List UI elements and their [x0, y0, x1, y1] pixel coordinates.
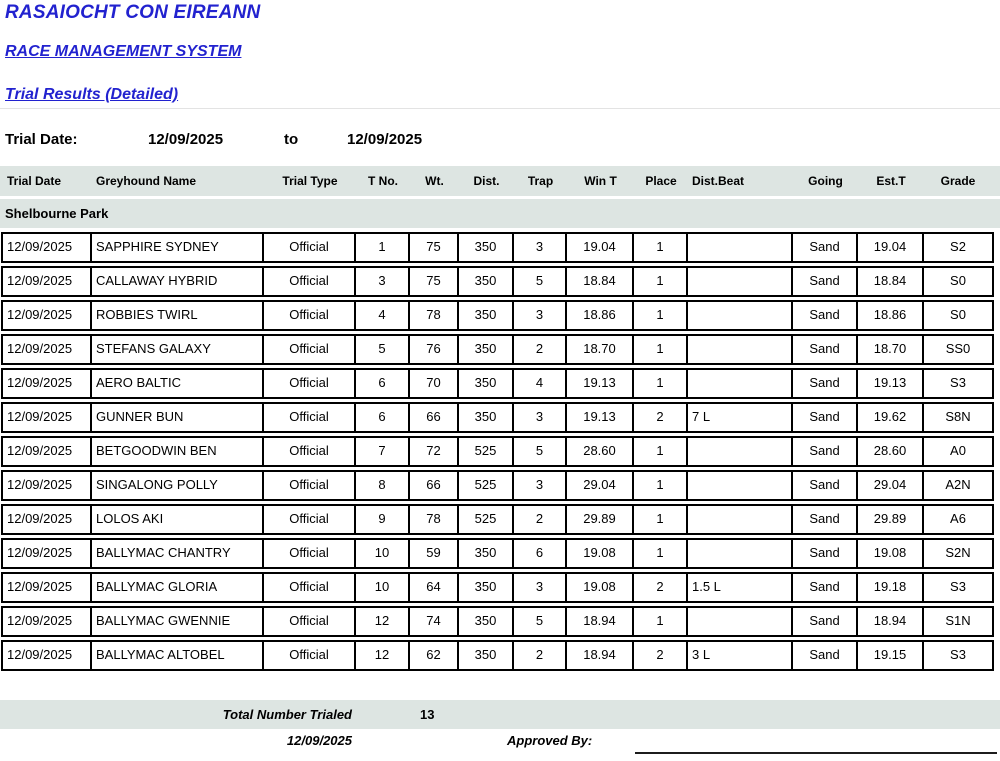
table-cell: 19.04: [858, 234, 924, 261]
table-row: [1, 368, 994, 399]
table-cell: BALLYMAC GWENNIE: [92, 608, 264, 635]
table-cell: 74: [410, 608, 459, 635]
column-header: Greyhound Name: [96, 174, 197, 188]
table-cell: 12/09/2025: [3, 404, 92, 431]
table-cell: [688, 336, 793, 363]
table-cell: 350: [459, 404, 514, 431]
table-cell: 2: [514, 336, 567, 363]
table-cell: 12/09/2025: [3, 438, 92, 465]
table-cell: Official: [264, 302, 356, 329]
table-cell: 2: [634, 404, 688, 431]
table-cell: GUNNER BUN: [92, 404, 264, 431]
table-row: [1, 504, 994, 535]
footer-date: 12/09/2025: [286, 733, 352, 748]
table-cell: 12/09/2025: [3, 234, 92, 261]
table-cell: 5: [514, 268, 567, 295]
table-cell: 3: [514, 302, 567, 329]
table-cell: 350: [459, 336, 514, 363]
table-cell: Sand: [793, 336, 858, 363]
table-cell: [688, 302, 793, 329]
table-cell: 18.84: [567, 268, 634, 295]
table-cell: 9: [356, 506, 410, 533]
table-cell: Sand: [793, 370, 858, 397]
table-cell: 29.89: [567, 506, 634, 533]
table-cell: 12: [356, 642, 410, 669]
table-row: [1, 266, 994, 297]
table-cell: S0: [950, 273, 966, 288]
table-cell: S2N: [945, 545, 971, 560]
table-cell: 350: [459, 608, 514, 635]
table-cell: 18.94: [567, 608, 634, 635]
column-header: Grade: [940, 174, 976, 188]
table-cell: S3: [950, 579, 966, 594]
table-cell: 5: [356, 336, 410, 363]
table-cell: 1: [634, 540, 688, 567]
table-cell: Official: [264, 336, 356, 363]
table-cell: S3: [950, 647, 966, 662]
column-header: T No.: [368, 174, 398, 188]
table-cell: 75: [410, 234, 459, 261]
table-cell: A2N: [945, 477, 971, 492]
table-cell: 1: [634, 336, 688, 363]
table-cell: 12/09/2025: [3, 302, 92, 329]
table-row: [1, 640, 994, 671]
table-cell: 5: [514, 438, 567, 465]
table-cell: 19.18: [858, 574, 924, 601]
table-cell: 525: [459, 438, 514, 465]
table-cell: Official: [264, 268, 356, 295]
table-cell: Sand: [793, 642, 858, 669]
table-cell: 19.13: [858, 370, 924, 397]
table-cell: 12/09/2025: [3, 540, 92, 567]
table-cell: 28.60: [567, 438, 634, 465]
table-cell: SINGALONG POLLY: [92, 472, 264, 499]
table-cell: Sand: [793, 608, 858, 635]
table-cell: Sand: [793, 234, 858, 261]
table-cell: 525: [459, 506, 514, 533]
column-header: Trap: [527, 174, 554, 188]
table-cell: CALLAWAY HYBRID: [92, 268, 264, 295]
column-header: Place: [645, 174, 677, 188]
table-row: [1, 300, 994, 331]
table-cell: 10: [356, 540, 410, 567]
table-cell: BALLYMAC CHANTRY: [92, 540, 264, 567]
total-row: [0, 700, 1000, 729]
trial-date-to: 12/09/2025: [347, 131, 423, 148]
table-cell: 7: [356, 438, 410, 465]
table-cell: 8: [356, 472, 410, 499]
table-cell: 1: [634, 472, 688, 499]
table-cell: 12/09/2025: [3, 370, 92, 397]
table-cell: Sand: [793, 438, 858, 465]
table-cell: 62: [410, 642, 459, 669]
table-cell: Official: [264, 234, 356, 261]
column-header: Dist.Beat: [692, 174, 745, 188]
column-header: Dist.: [473, 174, 500, 188]
table-cell: 19.13: [567, 404, 634, 431]
table-cell: 2: [634, 574, 688, 601]
table-cell: 3: [356, 268, 410, 295]
table-cell: 72: [410, 438, 459, 465]
table-cell: BALLYMAC ALTOBEL: [92, 642, 264, 669]
table-cell: 4: [356, 302, 410, 329]
table-cell: 19.13: [567, 370, 634, 397]
column-header: Trial Date: [7, 174, 62, 188]
table-cell: Sand: [793, 574, 858, 601]
table-cell: Sand: [793, 472, 858, 499]
trial-date-label: Trial Date:: [5, 131, 78, 148]
table-cell: [688, 438, 793, 465]
table-header-grid: [3, 166, 1000, 196]
table-cell: 29.04: [567, 472, 634, 499]
table-cell: 29.04: [858, 472, 924, 499]
table-cell: 75: [410, 268, 459, 295]
table-cell: Sand: [793, 506, 858, 533]
system-title: RACE MANAGEMENT SYSTEM: [5, 43, 242, 60]
table-cell: Official: [264, 404, 356, 431]
table-cell: BALLYMAC GLORIA: [92, 574, 264, 601]
table-cell: 350: [459, 574, 514, 601]
table-header-row: [0, 166, 1000, 196]
column-header: Trial Type: [282, 174, 338, 188]
table-cell: 1: [634, 234, 688, 261]
table-cell: 1: [356, 234, 410, 261]
table-cell: 18.84: [858, 268, 924, 295]
table-cell: [688, 234, 793, 261]
table-cell: 12/09/2025: [3, 574, 92, 601]
table-cell: Official: [264, 642, 356, 669]
organisation-title: RASAIOCHT CON EIREANN: [5, 2, 261, 23]
table-cell: 3: [514, 472, 567, 499]
table-cell: 12: [356, 608, 410, 635]
table-cell: 6: [356, 370, 410, 397]
table-cell: 4: [514, 370, 567, 397]
table-cell: 18.94: [567, 642, 634, 669]
table-cell: 350: [459, 302, 514, 329]
table-cell: 3: [514, 404, 567, 431]
table-cell: Sand: [793, 540, 858, 567]
table-cell: 350: [459, 234, 514, 261]
table-cell: Official: [264, 438, 356, 465]
trial-date-from: 12/09/2025: [148, 131, 224, 148]
table-cell: 12/09/2025: [3, 642, 92, 669]
table-cell: 70: [410, 370, 459, 397]
table-cell: STEFANS GALAXY: [92, 336, 264, 363]
table-row: [1, 436, 994, 467]
table-cell: [688, 608, 793, 635]
table-cell: 18.86: [858, 302, 924, 329]
table-cell: 5: [514, 608, 567, 635]
column-header: Est.T: [876, 174, 906, 188]
table-cell: [688, 540, 793, 567]
table-cell: 19.15: [858, 642, 924, 669]
table-cell: 19.08: [567, 574, 634, 601]
table-cell: 12/09/2025: [3, 268, 92, 295]
table-cell: ROBBIES TWIRL: [92, 302, 264, 329]
table-cell: [688, 268, 793, 295]
table-row: [1, 334, 994, 365]
table-cell: Sand: [793, 302, 858, 329]
column-header: Win T: [584, 174, 617, 188]
table-cell: [688, 472, 793, 499]
table-cell: 76: [410, 336, 459, 363]
table-cell: 18.70: [567, 336, 634, 363]
table-cell: 19.62: [858, 404, 924, 431]
column-header: Going: [808, 174, 843, 188]
report-name: Trial Results (Detailed): [5, 86, 179, 103]
table-cell: 28.60: [858, 438, 924, 465]
total-trialed-label: Total Number Trialed: [222, 707, 352, 722]
table-cell: BETGOODWIN BEN: [92, 438, 264, 465]
table-cell: 7 L: [688, 404, 793, 431]
table-cell: 12/09/2025: [3, 608, 92, 635]
track-group-header: Shelbourne Park: [0, 199, 1000, 228]
table-cell: 3 L: [688, 642, 793, 669]
table-cell: 59: [410, 540, 459, 567]
table-cell: 6: [356, 404, 410, 431]
table-row: [1, 538, 994, 569]
table-cell: 29.89: [858, 506, 924, 533]
table-cell: 1: [634, 302, 688, 329]
table-row: [1, 606, 994, 637]
table-cell: 66: [410, 404, 459, 431]
table-cell: S2: [950, 239, 966, 254]
table-cell: 64: [410, 574, 459, 601]
table-cell: 2: [634, 642, 688, 669]
table-cell: 18.86: [567, 302, 634, 329]
table-cell: Official: [264, 608, 356, 635]
table-cell: Sand: [793, 268, 858, 295]
table-cell: S0: [950, 307, 966, 322]
table-row: [1, 402, 994, 433]
table-cell: 19.08: [567, 540, 634, 567]
table-cell: 350: [459, 370, 514, 397]
table-cell: A0: [950, 443, 966, 458]
table-cell: Official: [264, 370, 356, 397]
table-cell: S1N: [945, 613, 971, 628]
table-cell: 6: [514, 540, 567, 567]
table-cell: 2: [514, 642, 567, 669]
table-cell: 3: [514, 234, 567, 261]
column-header: Wt.: [425, 174, 444, 188]
table-cell: 78: [410, 302, 459, 329]
table-cell: LOLOS AKI: [92, 506, 264, 533]
table-cell: Official: [264, 574, 356, 601]
table-cell: [688, 370, 793, 397]
table-cell: 1: [634, 370, 688, 397]
table-cell: 12/09/2025: [3, 472, 92, 499]
table-cell: 18.70: [858, 336, 924, 363]
table-cell: SAPPHIRE SYDNEY: [92, 234, 264, 261]
table-cell: 1: [634, 506, 688, 533]
table-cell: 3: [514, 574, 567, 601]
table-row: [1, 232, 994, 263]
table-cell: [688, 506, 793, 533]
table-cell: Official: [264, 506, 356, 533]
total-trialed-value: 13: [420, 707, 435, 722]
results-table: [1, 232, 994, 674]
table-cell: 66: [410, 472, 459, 499]
table-cell: 350: [459, 642, 514, 669]
table-cell: 2: [514, 506, 567, 533]
table-cell: 525: [459, 472, 514, 499]
table-cell: 78: [410, 506, 459, 533]
table-cell: 350: [459, 540, 514, 567]
signature-line: [635, 752, 997, 754]
table-cell: 1: [634, 268, 688, 295]
table-cell: 350: [459, 268, 514, 295]
table-cell: 18.94: [858, 608, 924, 635]
table-cell: S8N: [945, 409, 971, 424]
table-cell: 12/09/2025: [3, 336, 92, 363]
table-cell: 1: [634, 438, 688, 465]
table-cell: AERO BALTIC: [92, 370, 264, 397]
to-label: to: [284, 131, 299, 148]
table-cell: Official: [264, 540, 356, 567]
table-cell: 19.04: [567, 234, 634, 261]
table-cell: Official: [264, 472, 356, 499]
table-cell: SS0: [945, 341, 971, 356]
table-cell: 19.08: [858, 540, 924, 567]
table-cell: 12/09/2025: [3, 506, 92, 533]
table-cell: 10: [356, 574, 410, 601]
table-cell: A6: [950, 511, 966, 526]
table-row: [1, 572, 994, 603]
table-cell: S3: [950, 375, 966, 390]
table-row: [1, 470, 994, 501]
table-cell: 1.5 L: [688, 574, 793, 601]
header-divider: [0, 108, 1000, 109]
approved-by-label: Approved By:: [507, 733, 593, 748]
table-cell: Sand: [793, 404, 858, 431]
table-cell: 1: [634, 608, 688, 635]
